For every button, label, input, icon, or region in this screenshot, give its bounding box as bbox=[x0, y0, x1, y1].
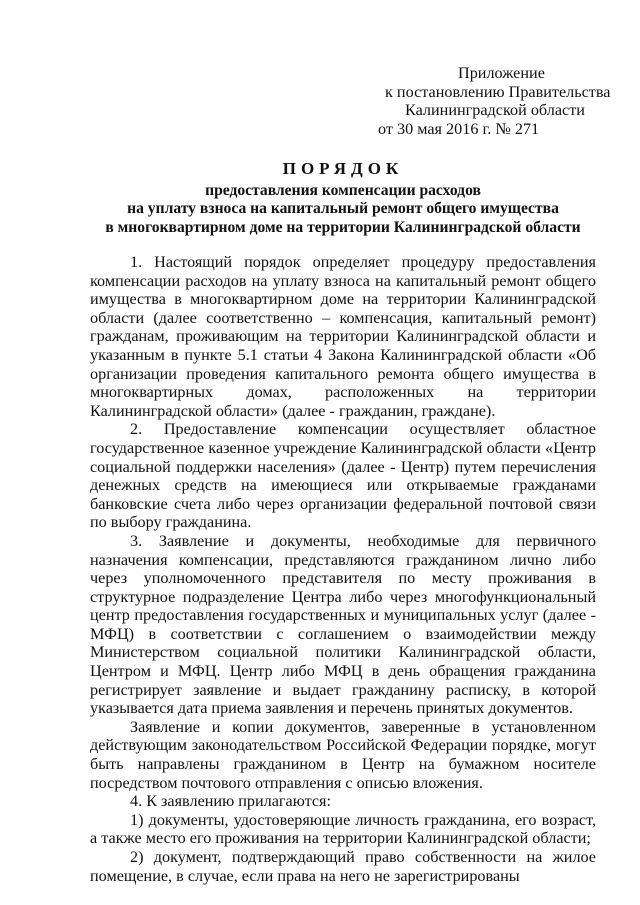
document-title: ПОРЯДОК bbox=[282, 159, 404, 178]
document-subtitle-line3: в многоквартирном доме на территории Калининградской области bbox=[105, 218, 581, 236]
paragraph-3: 3. Заявление и документы, необходимые для первичного назначения компенсации, представляются гражданином лично либо через уполномоченного представителя по месту проживания в структурное подразделение Центра либо через многофункциональный центр предоставления государственных и муниципальных услуг (далее - МФЦ) в соответствии с соглашением о взаимодействии между Министерством социальной политики Калининградской области, Центром и МФЦ. Центр либо МФЦ в день обращения гражданина регистрирует заявление и выдает гражданину расписку, в которой указывается дата приема заявления и перечень принятых документов. bbox=[90, 531, 596, 718]
paragraph-4: 4. К заявлению прилагаются: bbox=[130, 792, 331, 811]
paragraph-2: 2. Предоставление компенсации осуществляет областное государственное казенное учреждение Калининградской области «Центр социальной поддержки населения» (далее - Центр) путем перечисления денежных средств на имеющиеся или открываемые гражданами банковские счета либо через организации федеральной почтовой связи по выбору гражданина. bbox=[90, 420, 596, 532]
appendix-header bbox=[378, 64, 618, 138]
appendix-title: Приложение bbox=[458, 64, 545, 82]
document-title-block bbox=[90, 160, 596, 237]
list-item-1: 1) документы, удостоверяющие личность гражданина, его возраст, а также место его проживания на территории Калининградской области; bbox=[90, 810, 596, 848]
paragraph-3-continuation: Заявление и копии документов, заверенные в установленном действующим законодательством Российской Федерации порядке, могут быть направлены гражданином в Центр на бумажном носителе посредством почтового отправления с описью вложения. bbox=[90, 717, 596, 792]
list-item-2: 2) документ, подтверждающий право собственности на жилое помещение, в случае, если права на него не зарегистрированы bbox=[90, 848, 596, 885]
appendix-reference: к постановлению Правительства bbox=[385, 82, 611, 101]
document-subtitle-line2: на уплату взноса на капитальный ремонт общего имущества bbox=[127, 200, 559, 218]
document-body bbox=[90, 253, 596, 885]
paragraph-1: 1. Настоящий порядок определяет процедуру предоставления компенсации расходов на уплату взноса на капитальный ремонт общего имущества в многоквартирном доме на территории Калининградской области (далее соответственно – компенсация, капитальный ремонт) гражданам, проживающим на территории Калининградской области и указанным в пункте 5.1 статьи 4 Закона Калининградской области «Об организации проведения капитального ремонта общего имущества в многоквартирных домах, расположенных на территории Калининградской области» (далее - гражданин, граждане). bbox=[90, 253, 596, 420]
appendix-date-number: от 30 мая 2016 г. № 271 bbox=[378, 119, 540, 138]
document-subtitle-line1: предоставления компенсации расходов bbox=[205, 182, 481, 199]
appendix-region: Калининградской области bbox=[405, 101, 585, 120]
